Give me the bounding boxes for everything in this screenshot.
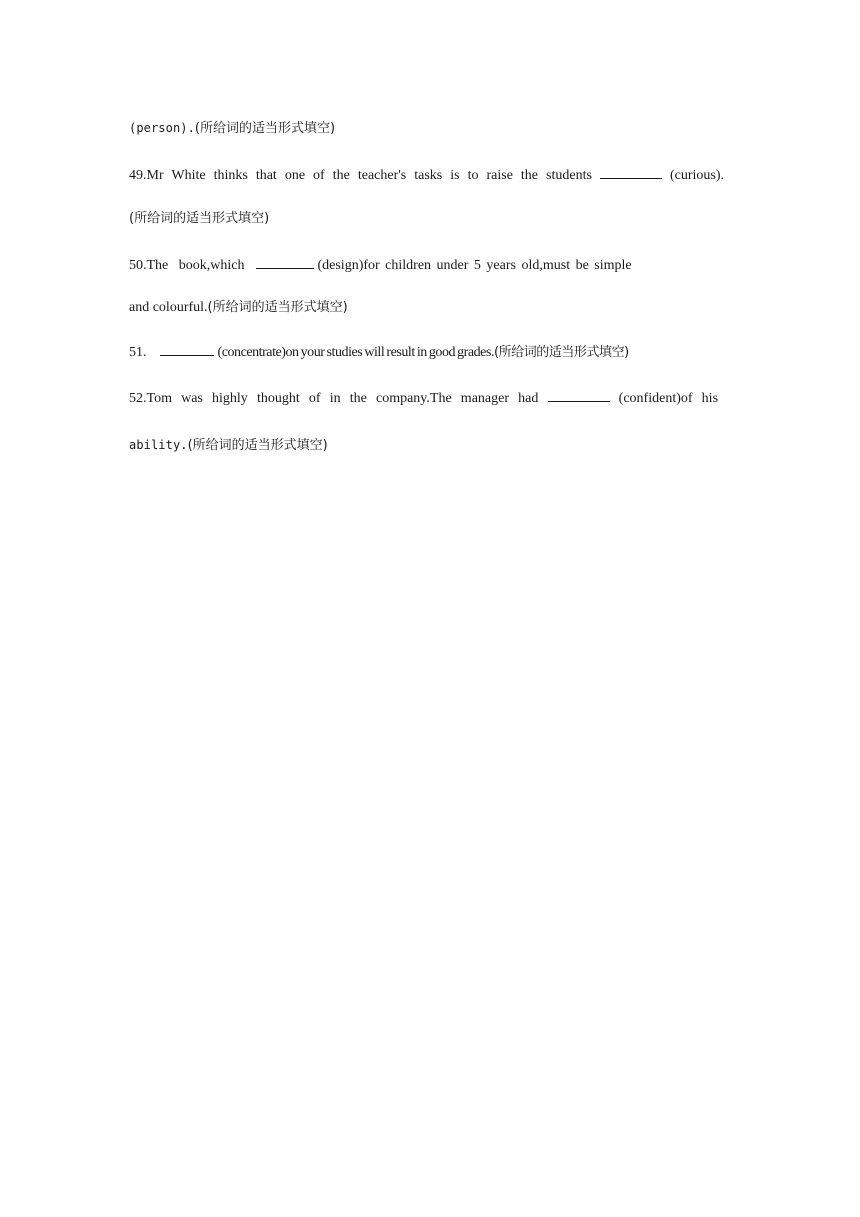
question-49-text: 49.Mr White thinks that one of the teacher's tasks is to raise the students bbox=[129, 168, 592, 183]
instruction-text: (所给词的适当形式填空) bbox=[129, 211, 270, 226]
question-52-hint: (confident)of his bbox=[618, 391, 719, 406]
question-52-text-2: ability. bbox=[129, 438, 188, 452]
question-49-hint: (curious). bbox=[669, 168, 725, 183]
instruction-text: (所给词的适当形式填空) bbox=[207, 300, 348, 315]
question-51 bbox=[129, 344, 629, 362]
question-50-text: 50.The book,which bbox=[129, 258, 245, 273]
question-49-instruction bbox=[129, 210, 269, 228]
question-51-text: (concentrate)on your studies will result in good grades. bbox=[217, 345, 494, 360]
answer-blank-49[interactable] bbox=[600, 167, 662, 179]
answer-word: (person). bbox=[129, 121, 195, 135]
instruction-text: (所给词的适当形式填空) bbox=[194, 121, 336, 136]
question-52-text: 52.Tom was highly thought of in the company.The manager had bbox=[129, 391, 539, 406]
question-52 bbox=[129, 390, 718, 408]
question-51-number: 51. bbox=[129, 345, 147, 360]
answer-blank-51[interactable] bbox=[160, 344, 214, 356]
answer-blank-50[interactable] bbox=[256, 257, 314, 269]
question-50 bbox=[129, 257, 632, 275]
answer-blank-52[interactable] bbox=[548, 390, 610, 402]
question-50-hint: (design)for children under 5 years old,must be simple bbox=[317, 258, 632, 273]
question-48-continuation bbox=[129, 119, 335, 138]
question-52-continuation bbox=[129, 436, 328, 455]
question-50-text-2: and colourful. bbox=[129, 300, 208, 315]
question-50-continuation bbox=[129, 299, 348, 317]
instruction-text: (所给词的适当形式填空) bbox=[494, 345, 629, 360]
instruction-text: (所给词的适当形式填空) bbox=[187, 438, 328, 453]
question-49 bbox=[129, 167, 724, 185]
